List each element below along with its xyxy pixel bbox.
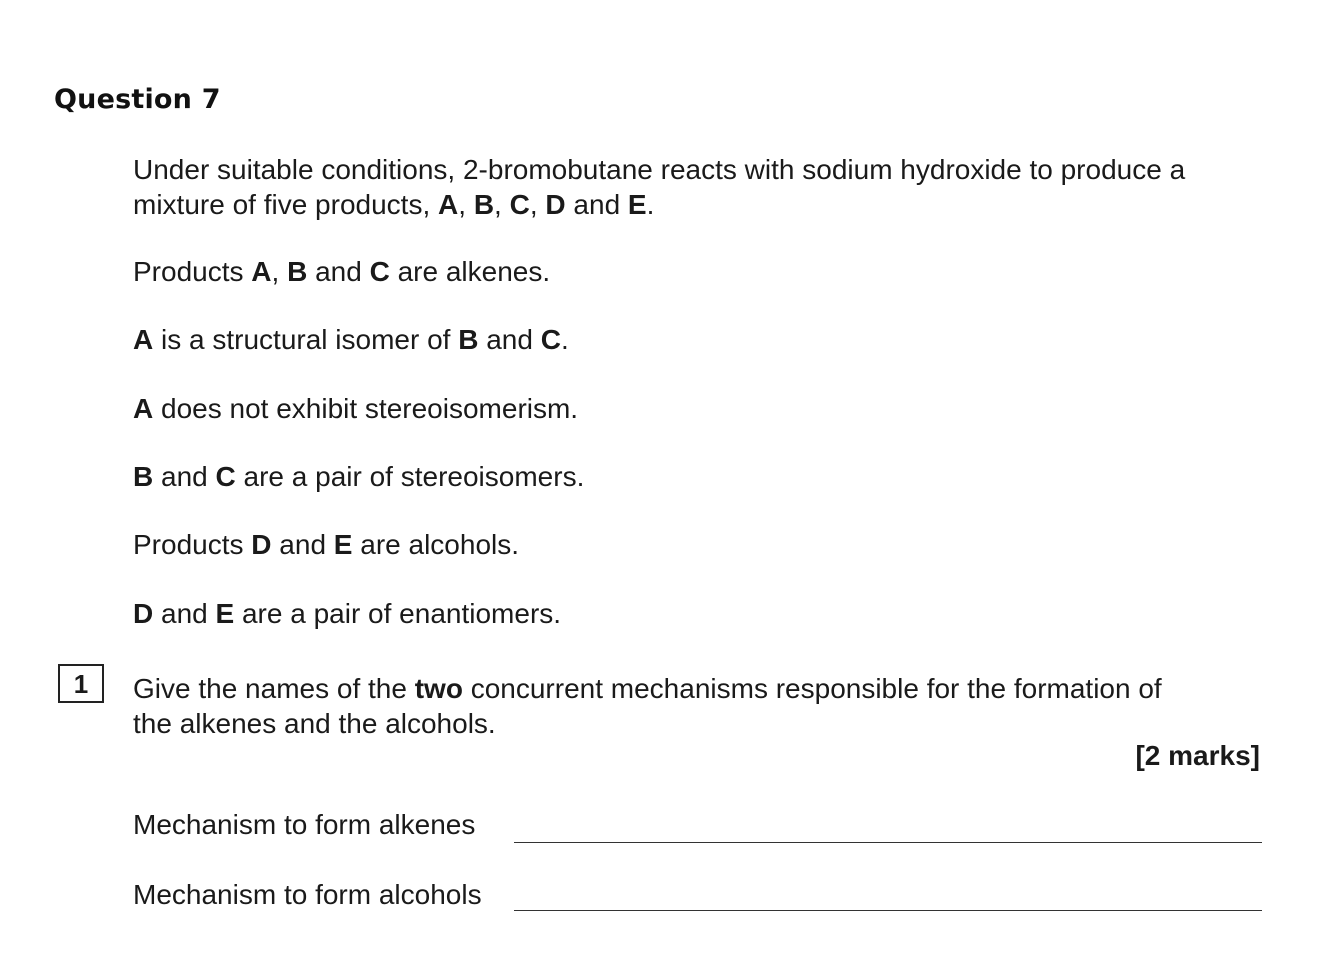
- question-title: Question 7: [54, 84, 221, 115]
- part-line-1: Give the names of the two concurrent mechanisms responsible for the formation of: [133, 673, 1162, 704]
- intro-line-1: Under suitable conditions, 2-bromobutane reacts with sodium hydroxide to produce a: [133, 154, 1186, 185]
- statement-no-stereoisomerism: A does not exhibit stereoisomerism.: [133, 393, 579, 424]
- statement-alcohols: Products D and E are alcohols.: [133, 529, 520, 560]
- part-number-box: 1: [58, 664, 104, 703]
- part-question-text: [133, 671, 1162, 741]
- statement-structural-isomer: A is a structural isomer of B and C.: [133, 324, 569, 355]
- intro-line-2: mixture of five products, A, B, C, D and E.: [133, 189, 655, 220]
- part-line-2: the alkenes and the alcohols.: [133, 708, 496, 739]
- statement-alkenes: Products A, B and C are alkenes.: [133, 256, 551, 287]
- statement-stereoisomers: B and C are a pair of stereoisomers.: [133, 461, 585, 492]
- alcohols-mechanism-label: Mechanism to form alcohols: [133, 879, 482, 910]
- marks-label: [2 marks]: [1135, 740, 1260, 771]
- alkenes-answer-line[interactable]: [514, 842, 1262, 843]
- alcohols-answer-line[interactable]: [514, 910, 1262, 911]
- statement-enantiomers: D and E are a pair of enantiomers.: [133, 598, 562, 629]
- alkenes-mechanism-label: Mechanism to form alkenes: [133, 809, 476, 840]
- intro-paragraph: [133, 152, 1185, 222]
